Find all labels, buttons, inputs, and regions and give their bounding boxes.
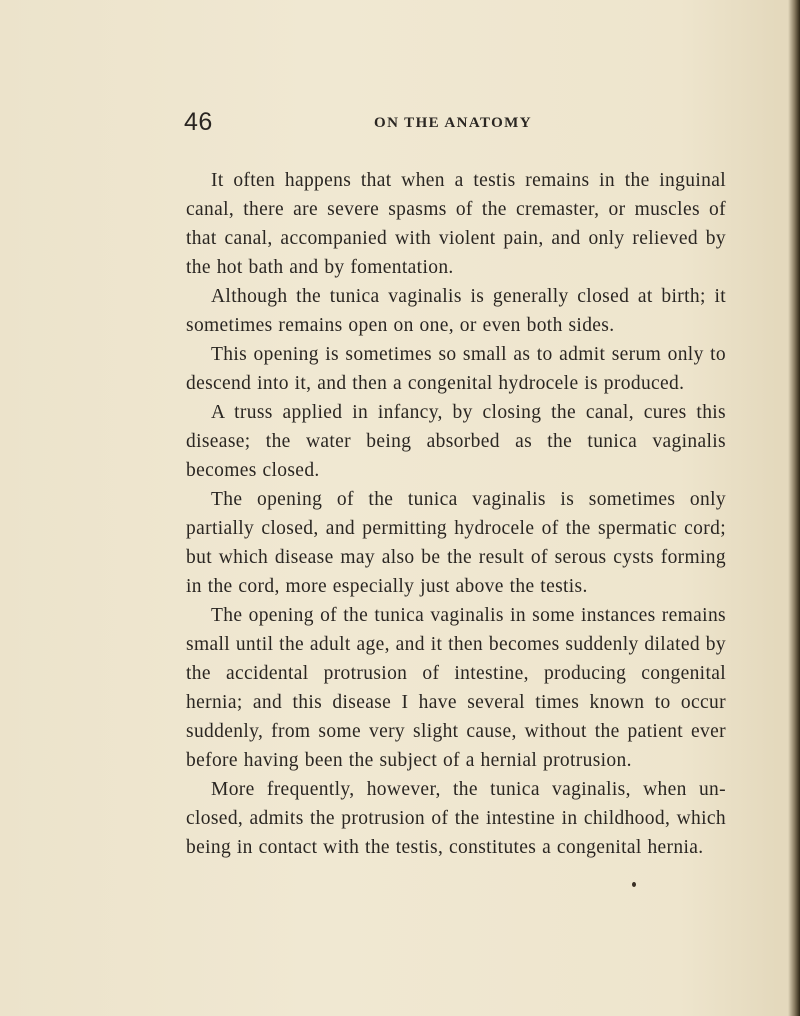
paper-speck	[632, 882, 636, 887]
paragraph: The opening of the tunica vaginalis in some instances remains small until the adult age, and it then becomes suddenly dilated by the accidental protrusion of intestine, producing congenital hernia; and this disease I have several times known to occur suddenly, from some very slight cause, without the patient ever before having been the subject of a hernial protrusion.	[186, 605, 726, 771]
paragraph: This opening is sometimes so small as to admit serum only to descend into it, and then a congenital hydrocele is produced.	[186, 344, 726, 394]
paragraph: It often happens that when a testis remains in the inguinal canal, there are severe spasms of the cremaster, or muscles of that canal, accompanied with violent pain, and only relieved by the hot bath and by fomentation.	[186, 170, 726, 278]
page-edge-shadow	[788, 0, 800, 1016]
paragraph: A truss applied in infancy, by closing the canal, cures this disease; the water being absorbed as the tunica vaginalis becomes closed.	[186, 402, 726, 481]
body-text	[186, 166, 726, 862]
paragraph: More frequently, however, the tunica vaginalis, when un-closed, admits the protrusion of the intestine in childhood, which being in contact with the testis, constitutes a congenital hernia.	[186, 779, 726, 858]
paragraph: The opening of the tunica vaginalis is sometimes only partially closed, and permitting hydrocele of the spermatic cord; but which disease may also be the result of serous cysts forming in the cord, more especially just above the testis.	[186, 489, 726, 597]
page-number: 46	[184, 108, 213, 136]
running-title: ON THE ANATOMY	[374, 115, 532, 131]
paragraph: Although the tunica vaginalis is generally closed at birth; it sometimes remains open on one, or even both sides.	[186, 286, 726, 336]
running-head	[184, 108, 714, 138]
